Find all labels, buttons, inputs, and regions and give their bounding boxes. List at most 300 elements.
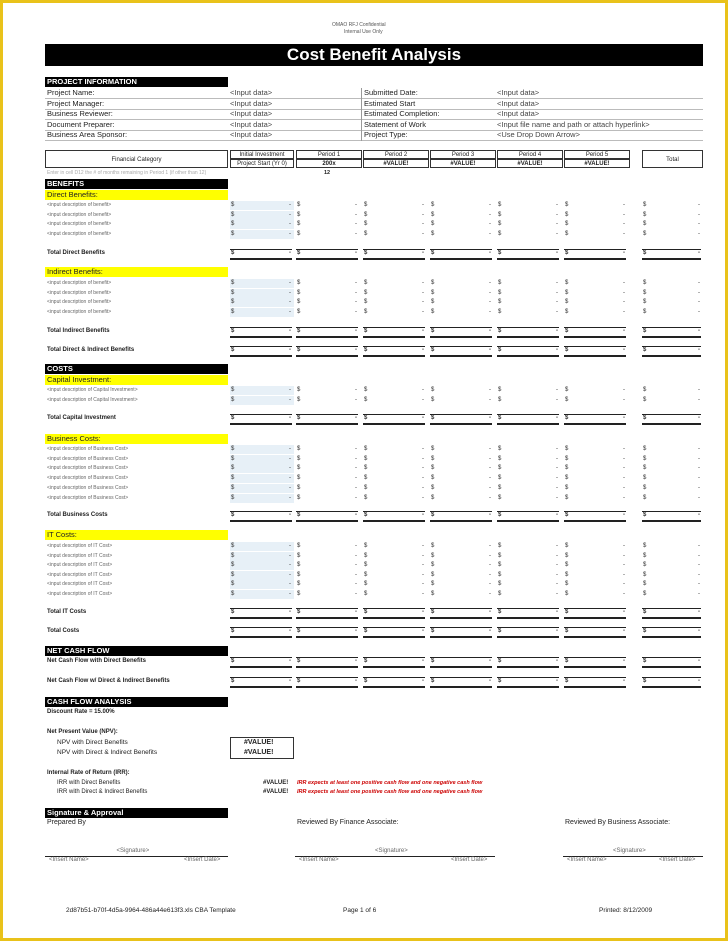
amount-value: - [289, 280, 291, 286]
period-note: Enter in cell D12 the # of months remaining in Period 1 (if other than 12) [47, 170, 207, 176]
amount-cell[interactable] [230, 580, 294, 589]
amount-cell [430, 386, 494, 395]
amount-cell [564, 230, 628, 239]
amount-value: - [289, 446, 291, 452]
amount-cell [497, 494, 561, 503]
period-header: Period 1 [296, 150, 362, 159]
total-label: Total Indirect Benefits [47, 328, 110, 334]
amount-value: - [422, 280, 424, 286]
amount-cell [296, 542, 360, 551]
amount-cell[interactable] [230, 201, 294, 210]
line-item-description[interactable]: <input description of IT Cost> [47, 543, 113, 549]
currency-symbol: $ [364, 289, 368, 296]
total-bottom-rule [363, 617, 425, 619]
amount-cell [363, 308, 427, 317]
project-field-input[interactable]: <Input data> [497, 98, 540, 108]
amount-value: - [422, 347, 424, 353]
currency-symbol: $ [231, 328, 235, 334]
amount-cell[interactable] [230, 220, 294, 229]
amount-cell [430, 627, 494, 636]
amount-cell [363, 561, 427, 570]
currency-symbol: $ [364, 543, 368, 549]
currency-symbol: $ [431, 562, 435, 568]
amount-value: - [355, 494, 357, 501]
project-info-header: PROJECT INFORMATION [45, 77, 228, 87]
total-bottom-rule [430, 686, 492, 688]
amount-cell [363, 327, 427, 336]
amount-cell [363, 484, 427, 493]
currency-symbol: $ [297, 581, 301, 587]
total-bottom-rule [497, 686, 559, 688]
amount-cell [363, 346, 427, 355]
name-placeholder[interactable]: <Insert Name> [299, 857, 339, 863]
currency-symbol: $ [364, 280, 368, 286]
currency-symbol: $ [498, 250, 502, 256]
amount-value: - [355, 211, 357, 218]
currency-symbol: $ [565, 289, 569, 296]
line-item-description[interactable]: <input description of benefit> [47, 221, 112, 228]
currency-symbol: $ [431, 328, 435, 334]
amount-value: - [489, 221, 491, 228]
currency-symbol: $ [565, 628, 569, 634]
amount-value: - [489, 396, 491, 403]
currency-symbol: $ [364, 628, 368, 634]
currency-symbol: $ [231, 475, 235, 482]
signature-placeholder[interactable]: <Signature> [375, 848, 408, 854]
total-bottom-rule [230, 617, 292, 619]
amount-value: - [289, 484, 291, 491]
currency-symbol: $ [643, 211, 647, 218]
amount-value: - [698, 202, 700, 208]
amount-value: - [422, 446, 424, 452]
amount-value: - [289, 250, 291, 256]
line-item-description[interactable]: <input description of benefit> [47, 289, 112, 296]
currency-symbol: $ [643, 415, 647, 421]
currency-symbol: $ [498, 581, 502, 587]
amount-cell[interactable] [230, 289, 294, 298]
total-bottom-rule [363, 636, 425, 638]
project-field-input[interactable]: <Input data> [230, 130, 273, 139]
amount-value: - [698, 678, 700, 684]
currency-symbol: $ [565, 387, 569, 393]
currency-symbol: $ [297, 658, 301, 664]
amount-value: - [355, 512, 357, 518]
total-bottom-rule [497, 355, 559, 357]
currency-symbol: $ [297, 299, 301, 306]
amount-value: - [289, 512, 291, 518]
amount-value: - [556, 347, 558, 353]
currency-symbol: $ [231, 231, 235, 238]
line-item-description[interactable]: <input description of benefit> [47, 280, 112, 286]
row-rule [45, 140, 361, 141]
currency-symbol: $ [297, 415, 301, 421]
line-item-description[interactable]: <input description of benefit> [47, 231, 112, 238]
project-field-input[interactable]: <Input data> [230, 119, 273, 129]
amount-cell[interactable] [230, 230, 294, 239]
date-placeholder[interactable]: <Insert Date> [451, 857, 488, 863]
amount-cell[interactable] [230, 386, 294, 395]
amount-value: - [623, 628, 625, 634]
amount-value: - [355, 415, 357, 421]
amount-cell [642, 511, 703, 520]
total-top-rule [296, 511, 358, 512]
npv-label: Net Present Value (NPV): [47, 729, 118, 735]
amount-value: - [489, 562, 491, 568]
total-label: Net Cash Flow with Direct Benefits [47, 658, 147, 664]
amount-value: - [489, 250, 491, 256]
amount-cell [430, 657, 494, 666]
total-bottom-rule [430, 336, 492, 338]
currency-symbol: $ [431, 396, 435, 403]
project-field-label: Submitted Date: [364, 88, 418, 97]
amount-cell[interactable] [230, 542, 294, 551]
line-item-description[interactable]: <input description of Business Cost> [47, 446, 129, 452]
total-top-rule [564, 627, 626, 628]
currency-symbol: $ [431, 446, 435, 452]
currency-symbol: $ [498, 543, 502, 549]
amount-cell [497, 627, 561, 636]
line-item-description[interactable]: <input description of Capital Investment> [47, 396, 138, 403]
amount-value: - [355, 396, 357, 403]
project-field-label: Statement of Work [364, 119, 426, 129]
amount-value: - [355, 250, 357, 256]
total-bottom-rule [564, 336, 626, 338]
total-bottom-rule [363, 355, 425, 357]
currency-symbol: $ [498, 628, 502, 634]
amount-cell[interactable] [230, 571, 294, 580]
npv-both-value: #VALUE! [244, 749, 274, 756]
amount-cell [564, 571, 628, 580]
amount-cell[interactable] [230, 464, 294, 473]
line-item-description[interactable]: <input description of IT Cost> [47, 590, 113, 597]
amount-value: - [698, 289, 700, 296]
currency-symbol: $ [231, 658, 235, 664]
amount-cell [363, 657, 427, 666]
confidential-line-1: OMAO RFJ Confidential [332, 22, 386, 28]
total-top-rule [564, 608, 626, 609]
name-placeholder[interactable]: <Insert Name> [49, 857, 89, 863]
amount-value: - [698, 280, 700, 286]
currency-symbol: $ [565, 231, 569, 238]
line-item-description[interactable]: <input description of IT Cost> [47, 581, 113, 587]
line-item-description[interactable]: <input description of Business Cost> [47, 465, 129, 472]
currency-symbol: $ [431, 455, 435, 462]
total-top-rule [363, 327, 425, 328]
amount-value: - [355, 678, 357, 684]
currency-symbol: $ [643, 581, 647, 587]
amount-value: - [698, 221, 700, 228]
amount-value: - [422, 658, 424, 664]
total-label: Total Capital Investment [47, 415, 116, 421]
total-bottom-rule [497, 336, 559, 338]
amount-cell [363, 571, 427, 580]
currency-symbol: $ [297, 543, 301, 549]
line-item-description[interactable]: <input description of Business Cost> [47, 475, 129, 482]
currency-symbol: $ [364, 347, 368, 353]
amount-value: - [623, 484, 625, 491]
amount-value: - [556, 475, 558, 482]
amount-cell [430, 211, 494, 220]
currency-symbol: $ [231, 221, 235, 228]
amount-cell [296, 298, 360, 307]
currency-symbol: $ [297, 250, 301, 256]
currency-symbol: $ [565, 678, 569, 684]
project-field-input[interactable]: <Input file name and path or attach hyperlink> [497, 119, 650, 129]
amount-cell[interactable] [230, 298, 294, 307]
amount-cell [296, 484, 360, 493]
amount-cell [497, 580, 561, 589]
line-item-description[interactable]: <input description of Business Cost> [47, 455, 129, 462]
line-item-description[interactable]: <input description of benefit> [47, 299, 112, 306]
category-label: IT Costs: [45, 530, 228, 540]
currency-symbol: $ [297, 678, 301, 684]
amount-value: - [489, 415, 491, 421]
amount-value: - [556, 571, 558, 578]
line-item-description[interactable]: <input description of IT Cost> [47, 552, 113, 559]
currency-symbol: $ [364, 609, 368, 615]
amount-cell [642, 279, 703, 288]
line-item-description[interactable]: <input description of Business Cost> [47, 494, 129, 501]
amount-value: - [556, 552, 558, 559]
amount-cell[interactable] [230, 211, 294, 220]
currency-symbol: $ [297, 455, 301, 462]
amount-value: - [289, 494, 291, 501]
initial-investment-header: Initial Investment [230, 150, 294, 159]
currency-symbol: $ [643, 475, 647, 482]
line-item-description[interactable]: <input description of Business Cost> [47, 484, 129, 491]
currency-symbol: $ [364, 552, 368, 559]
total-top-rule [497, 627, 559, 628]
amount-value: - [289, 299, 291, 306]
line-item-description[interactable]: <input description of benefit> [47, 202, 112, 208]
currency-symbol: $ [231, 415, 235, 421]
currency-symbol: $ [565, 658, 569, 664]
amount-value: - [623, 231, 625, 238]
amount-value: - [556, 581, 558, 587]
total-top-rule [564, 249, 626, 250]
project-field-input[interactable]: <Input data> [230, 109, 273, 118]
amount-value: - [422, 465, 424, 472]
total-bottom-rule [497, 617, 559, 619]
amount-cell [564, 657, 628, 666]
amount-cell [230, 346, 294, 355]
amount-value: - [698, 415, 700, 421]
total-bottom-rule [497, 423, 559, 425]
currency-symbol: $ [231, 446, 235, 452]
amount-cell [642, 474, 703, 483]
amount-value: - [556, 494, 558, 501]
period-value: #VALUE! [564, 159, 630, 168]
amount-cell[interactable] [230, 552, 294, 561]
project-field-label: Project Name: [47, 88, 95, 97]
amount-value: - [623, 562, 625, 568]
total-bottom-rule [296, 520, 358, 522]
currency-symbol: $ [297, 231, 301, 238]
date-placeholder[interactable]: <Insert Date> [184, 857, 221, 863]
amount-value: - [355, 328, 357, 334]
total-top-rule [564, 346, 626, 347]
total-bottom-rule [296, 666, 358, 668]
date-placeholder[interactable]: <Insert Date> [659, 857, 696, 863]
amount-cell [497, 298, 561, 307]
amount-value: - [355, 628, 357, 634]
total-top-rule [564, 511, 626, 512]
amount-cell [642, 464, 703, 473]
currency-symbol: $ [431, 484, 435, 491]
total-bottom-rule [642, 423, 701, 425]
total-bottom-rule [230, 666, 292, 668]
amount-cell[interactable] [230, 561, 294, 570]
amount-cell[interactable] [230, 494, 294, 503]
currency-symbol: $ [364, 202, 368, 208]
signature-placeholder[interactable]: <Signature> [613, 848, 646, 854]
total-bottom-rule [363, 258, 425, 260]
line-item-description[interactable]: <input description of IT Cost> [47, 571, 113, 578]
currency-symbol: $ [565, 455, 569, 462]
currency-symbol: $ [565, 202, 569, 208]
currency-symbol: $ [643, 309, 647, 316]
currency-symbol: $ [565, 415, 569, 421]
total-bottom-rule [642, 686, 701, 688]
total-top-rule [296, 627, 358, 628]
amount-value: - [623, 309, 625, 316]
total-top-rule [564, 414, 626, 415]
currency-symbol: $ [364, 512, 368, 518]
currency-symbol: $ [297, 280, 301, 286]
amount-value: - [355, 484, 357, 491]
total-bottom-rule [296, 336, 358, 338]
project-field-input[interactable]: <Input data> [230, 88, 273, 97]
currency-symbol: $ [565, 475, 569, 482]
amount-value: - [698, 512, 700, 518]
amount-cell [296, 494, 360, 503]
amount-cell [363, 201, 427, 210]
amount-cell [564, 279, 628, 288]
amount-cell [642, 201, 703, 210]
project-field-input[interactable]: <Input data> [497, 88, 540, 97]
amount-cell [430, 249, 494, 258]
amount-cell[interactable] [230, 590, 294, 599]
amount-value: - [623, 678, 625, 684]
signature-header: Signature & Approval [45, 808, 228, 818]
total-bottom-rule [564, 666, 626, 668]
line-item-description[interactable]: <input description of Capital Investment> [47, 387, 138, 393]
amount-value: - [698, 211, 700, 218]
amount-cell [564, 386, 628, 395]
amount-cell[interactable] [230, 279, 294, 288]
currency-symbol: $ [498, 512, 502, 518]
currency-symbol: $ [297, 309, 301, 316]
amount-cell[interactable] [230, 474, 294, 483]
amount-cell [497, 464, 561, 473]
currency-symbol: $ [297, 512, 301, 518]
amount-value: - [698, 446, 700, 452]
total-top-rule [230, 677, 292, 678]
amount-cell [296, 201, 360, 210]
currency-symbol: $ [231, 494, 235, 501]
currency-symbol: $ [498, 396, 502, 403]
total-top-rule [296, 346, 358, 347]
amount-value: - [289, 475, 291, 482]
total-bottom-rule [230, 258, 292, 260]
total-bottom-rule [564, 355, 626, 357]
amount-value: - [556, 211, 558, 218]
amount-cell [363, 542, 427, 551]
total-bottom-rule [642, 258, 701, 260]
currency-symbol: $ [431, 280, 435, 286]
amount-value: - [289, 658, 291, 664]
amount-value: - [623, 658, 625, 664]
amount-value: - [623, 202, 625, 208]
currency-symbol: $ [498, 289, 502, 296]
amount-cell [642, 627, 703, 636]
amount-cell [642, 580, 703, 589]
amount-value: - [556, 289, 558, 296]
amount-cell [497, 308, 561, 317]
total-bottom-rule [564, 520, 626, 522]
currency-symbol: $ [565, 396, 569, 403]
currency-symbol: $ [297, 571, 301, 578]
total-top-rule [363, 608, 425, 609]
amount-value: - [556, 446, 558, 452]
currency-symbol: $ [565, 590, 569, 597]
currency-symbol: $ [231, 347, 235, 353]
line-item-description[interactable]: <input description of benefit> [47, 211, 112, 218]
total-bottom-rule [296, 617, 358, 619]
amount-cell [363, 220, 427, 229]
project-field-input[interactable]: <Input data> [497, 109, 540, 118]
currency-symbol: $ [643, 455, 647, 462]
currency-symbol: $ [498, 309, 502, 316]
amount-cell [296, 455, 360, 464]
amount-cell[interactable] [230, 455, 294, 464]
months-value: 12 [324, 170, 331, 176]
total-bottom-rule [642, 520, 701, 522]
currency-symbol: $ [431, 590, 435, 597]
project-field-input[interactable]: <Input data> [230, 98, 273, 108]
line-item-description[interactable]: <input description of benefit> [47, 309, 112, 316]
amount-cell[interactable] [230, 308, 294, 317]
amount-value: - [355, 552, 357, 559]
npv-both-label: NPV with Direct & Indirect Benefits [57, 749, 158, 756]
signature-placeholder[interactable]: <Signature> [116, 848, 150, 854]
amount-cell[interactable] [230, 445, 294, 454]
currency-symbol: $ [565, 211, 569, 218]
amount-cell[interactable] [230, 484, 294, 493]
amount-cell [363, 474, 427, 483]
amount-value: - [355, 455, 357, 462]
currency-symbol: $ [364, 387, 368, 393]
name-placeholder[interactable]: <Insert Name> [567, 857, 607, 863]
amount-value: - [355, 299, 357, 306]
period-value: #VALUE! [363, 159, 429, 168]
amount-cell [296, 677, 360, 686]
amount-cell [363, 455, 427, 464]
currency-symbol: $ [297, 211, 301, 218]
amount-cell [430, 414, 494, 423]
currency-symbol: $ [643, 571, 647, 578]
line-item-description[interactable]: <input description of IT Cost> [47, 562, 113, 568]
total-top-rule [363, 346, 425, 347]
total-top-rule [497, 608, 559, 609]
amount-cell [230, 608, 294, 617]
amount-value: - [489, 299, 491, 306]
amount-value: - [289, 562, 291, 568]
amount-value: - [289, 211, 291, 218]
amount-value: - [289, 609, 291, 615]
amount-cell[interactable] [230, 396, 294, 405]
project-field-input[interactable]: <Use Drop Down Arrow> [497, 130, 580, 139]
